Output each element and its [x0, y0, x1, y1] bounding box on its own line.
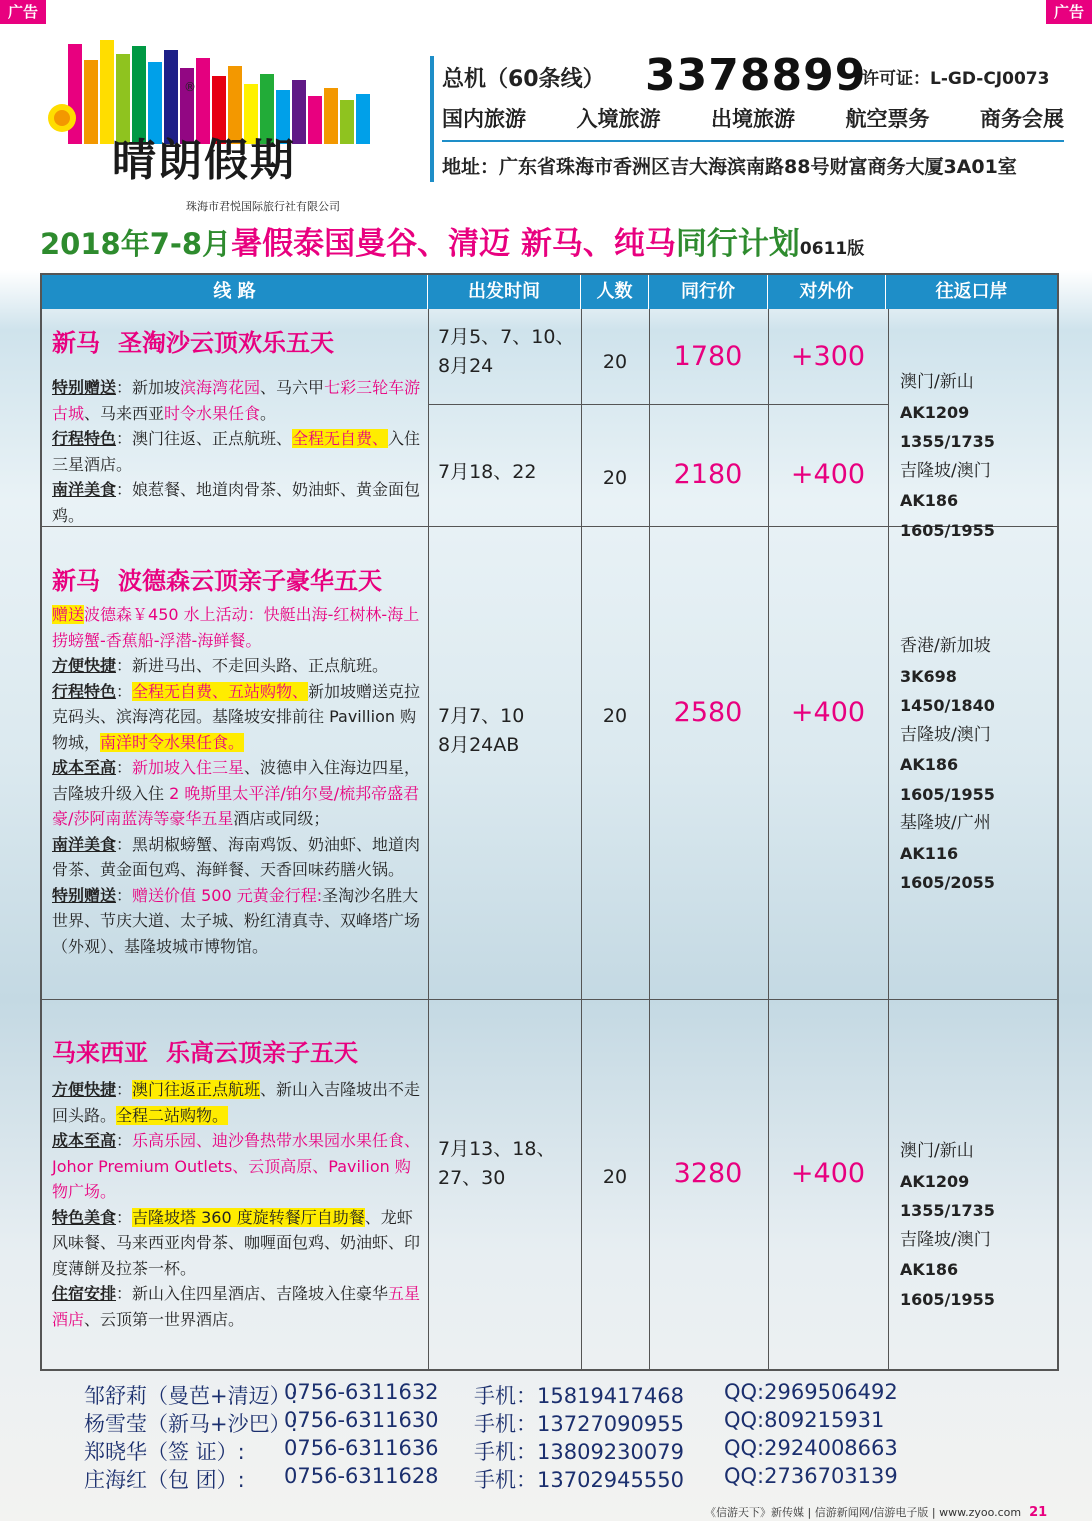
table-header [42, 275, 1057, 309]
logo-name: 晴朗假期 [112, 135, 296, 186]
grid-line [428, 309, 429, 1369]
ad-label-right: 广告 [1046, 0, 1092, 24]
col-departure: 出发时间 [428, 275, 581, 309]
route-3-title: 马来西亚 乐高云顶亲子五天 [52, 1039, 358, 1067]
route-2-line-5: 特别赠送：赠送价值 500 元黄金行程:圣淘沙名胜大世界、节庆大道、太子城、粉红清真寺、双峰塔广场（外观）、基隆坡城市博物馆。 [52, 885, 421, 956]
route-3-line-2: 成本至高：乐高乐园、迪沙鲁热带水果园水果任食、Johor Premium Outlets、云顶高原、Pavilion 购物广场。 [52, 1131, 421, 1201]
route-2-line-3: 成本至高：新加坡入住三星、波德申入住海边四星，吉隆坡升级入住 2 晚斯里太平洋/铂尔曼/梳邦帝盛君豪/莎阿南蓝涛等豪华五星酒店或同级； [52, 758, 421, 828]
title-version: 0611版 [799, 239, 865, 259]
route-1-trade-price-b: 2180 [673, 459, 743, 490]
route-2-line-1: 方便快捷：新进马出、不走回头路、正点航班。 [52, 656, 389, 675]
logo-registered-mark: ® [184, 80, 196, 94]
page-footer [705, 1504, 1047, 1520]
col-public-price: 对外价 [768, 275, 886, 309]
logo-company-name: 珠海市君悦国际旅行社有限公司 [186, 200, 340, 213]
route-2-trade-price: 2580 [673, 697, 743, 728]
route-1-trade-price-a: 1780 [673, 341, 743, 372]
route-1-ports: 澳门/新山 AK1209 1355/1735 吉隆坡/澳门 AK186 1605/1955 [900, 372, 995, 540]
ad-label-left: 广告 [0, 0, 46, 24]
route-1-line-3: 南洋美食：娘惹餐、地道肉骨茶、奶油虾、黄金面包鸡。 [52, 480, 421, 525]
route-2-dates: 7月7、10 8月24AB [438, 705, 525, 756]
hotline-label: 总机（60条线） [442, 67, 605, 92]
route-2-description [52, 602, 422, 959]
col-route: 线 路 [42, 275, 428, 309]
header-divider [430, 56, 434, 182]
service-domestic: 国内旅游 [442, 107, 526, 131]
service-outbound: 出境旅游 [711, 107, 795, 131]
route-3-description [52, 1077, 422, 1332]
service-air-tickets: 航空票务 [845, 107, 930, 131]
route-1-pax-b: 20 [602, 467, 628, 489]
page-number: 21 [1029, 1505, 1048, 1520]
page-title [40, 218, 1070, 263]
route-2-gift: 赠送波德森￥450 水上活动：快艇出海-红树林-海上捞螃蟹-香蕉船-浮潜-海鲜餐。 [52, 605, 420, 650]
title-date-range: 2018年7-8月 [40, 227, 232, 261]
route-2-line-2: 行程特色：全程无自费、五站购物、新加坡赠送克拉克码头、滨海湾花园。基隆坡安排前往 Pavillion 购物城，南洋时令水果任食。 [52, 681, 421, 752]
route-1-dates-a: 7月5、7、10、 8月24 [438, 326, 575, 377]
route-1-title: 新马 圣淘沙云顶欢乐五天 [52, 329, 334, 357]
route-3-trade-price: 3280 [673, 1158, 743, 1189]
header-rule [442, 140, 1064, 142]
route-1-line-2: 行程特色：澳门往返、正点航班、全程无自费、入住三星酒店。 [52, 429, 421, 474]
route-1-description [52, 375, 422, 528]
route-1-public-price-a: +300 [790, 341, 866, 372]
col-pax: 人数 [581, 275, 649, 309]
route-3-line-4: 住宿安排：新山入住四星酒店、吉隆坡入住豪华五星酒店、云顶第一世界酒店。 [52, 1284, 421, 1329]
company-address: 地址：广东省珠海市香洲区吉大海滨南路88号财富商务大厦3A01室 [442, 156, 1017, 178]
hotline-number: 3378899 [645, 50, 867, 101]
col-ports: 往返口岸 [935, 281, 1008, 302]
service-list [442, 103, 1064, 133]
route-2-public-price: +400 [790, 697, 866, 728]
route-3-dates: 7月13、18、 27、30 [438, 1138, 556, 1189]
route-3-public-price: +400 [790, 1158, 866, 1189]
route-2-title: 新马 波德森云顶亲子豪华五天 [52, 567, 382, 595]
grid-line [42, 999, 1057, 1000]
title-plan: 同行计划 [675, 226, 800, 262]
license-number: 许可证：L-GD-CJ0073 [862, 69, 1050, 89]
route-2-line-4: 南洋美食：黑胡椒螃蟹、海南鸡饭、奶油虾、地道肉骨茶、黄金面包鸡、海鲜餐、天香回味药膳火锅。 [52, 834, 421, 879]
route-1-line-1: 特别赠送：新加坡滨海湾花园、马六甲七彩三轮车游古城、马来西亚时令水果任食。 [52, 378, 421, 423]
route-3-line-3: 特色美食：吉隆坡塔 360 度旋转餐厅自助餐、龙虾风味餐、马来西亚肉骨茶、咖喱面包鸡、奶油虾、印度薄餅及拉茶一杯。 [52, 1207, 421, 1278]
route-table [40, 273, 1059, 1371]
route-2-ports: 香港/新加坡 3K698 1450/1840 吉隆坡/澳门 AK186 1605/1955 基隆坡/广州 AK116 1605/2055 [900, 636, 995, 892]
service-exhibition: 商务会展 [980, 107, 1064, 131]
route-1-dates-b: 7月18、22 [438, 461, 537, 483]
service-inbound: 入境旅游 [576, 107, 661, 131]
title-destinations: 暑假泰国曼谷、清迈 新马、纯马 [231, 226, 676, 262]
col-trade-price: 同行价 [649, 275, 768, 309]
route-2-pax: 20 [602, 705, 628, 727]
route-3-ports: 澳门/新山 AK1209 1355/1735 吉隆坡/澳门 AK186 1605/1955 [900, 1141, 995, 1309]
route-3-pax: 20 [602, 1166, 628, 1188]
route-1-pax-a: 20 [602, 351, 628, 373]
grid-line [428, 404, 888, 405]
route-3-line-1: 方便快捷：澳门往返正点航班、新山入吉隆坡出不走回头路。全程二站购物。 [52, 1080, 421, 1125]
company-logo [34, 40, 394, 213]
footer-text: 《信游天下》新传媒 | 信游新闻网/信游电子版 | www.zyoo.com [705, 1506, 1022, 1519]
grid-line [888, 309, 889, 1369]
route-1-public-price-b: +400 [790, 459, 866, 490]
